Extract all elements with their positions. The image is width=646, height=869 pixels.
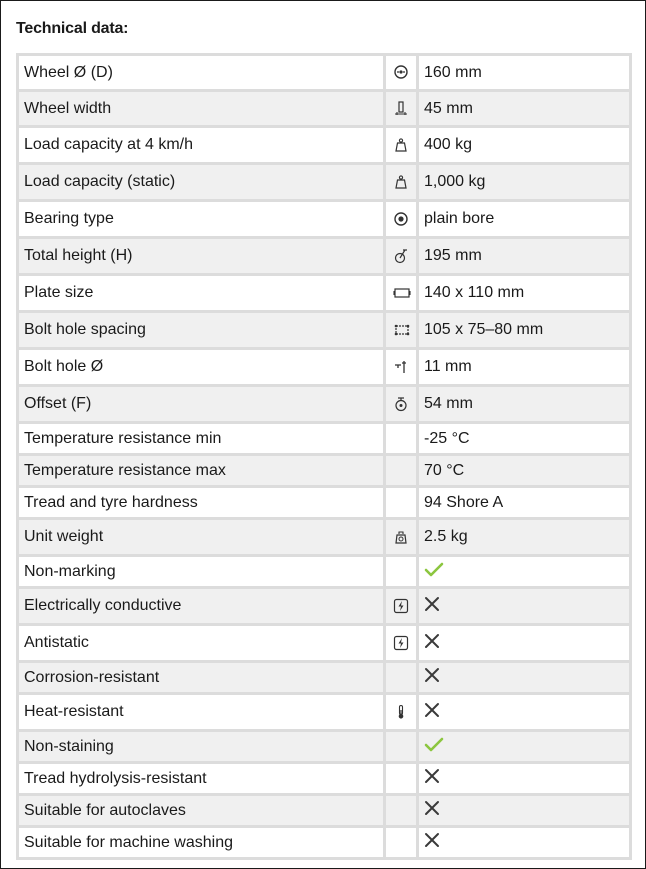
spec-value: 54 mm: [419, 387, 629, 421]
weight-icon: [393, 137, 409, 153]
spec-row: [19, 764, 629, 793]
spec-value: 140 x 110 mm: [419, 276, 629, 310]
spec-row: [19, 165, 629, 199]
wheel-diameter-icon: [393, 64, 409, 80]
spec-row: [19, 732, 629, 761]
spec-row: [19, 56, 629, 89]
spec-value: 2.5 kg: [419, 520, 629, 554]
spec-label: Non-staining: [19, 732, 383, 761]
weight-icon: [393, 174, 409, 190]
spec-label: Heat-resistant: [19, 695, 383, 729]
spec-value: 11 mm: [419, 350, 629, 384]
cross-icon: [424, 702, 440, 723]
spec-row: [19, 663, 629, 692]
spec-icon-cell: [386, 663, 416, 692]
spec-value: 94 Shore A: [419, 488, 629, 517]
spec-value: [419, 626, 629, 660]
spec-label: Load capacity at 4 km/h: [19, 128, 383, 162]
unit-weight-icon: [393, 529, 409, 545]
spec-icon-cell: [386, 589, 416, 623]
spec-row: [19, 589, 629, 623]
spec-value: plain bore: [419, 202, 629, 236]
spec-icon-cell: [386, 424, 416, 453]
cross-icon: [424, 596, 440, 617]
spec-label: Wheel Ø (D): [19, 56, 383, 89]
bolt-hole-icon: [393, 359, 409, 375]
spec-label: Bearing type: [19, 202, 383, 236]
spec-icon-cell: [386, 557, 416, 586]
checkmark-icon: [424, 561, 444, 582]
spec-row: [19, 557, 629, 586]
cross-icon: [424, 667, 440, 688]
bolt-spacing-icon: [393, 322, 409, 338]
spec-icon-cell: [386, 56, 416, 89]
spec-value: 400 kg: [419, 128, 629, 162]
spec-row: [19, 488, 629, 517]
spec-row: [19, 202, 629, 236]
spec-value: 160 mm: [419, 56, 629, 89]
spec-row: [19, 796, 629, 825]
spec-label: Wheel width: [19, 92, 383, 125]
cross-icon: [424, 800, 440, 821]
spec-value: 105 x 75–80 mm: [419, 313, 629, 347]
spec-icon-cell: [386, 626, 416, 660]
spec-label: Tread hydrolysis-resistant: [19, 764, 383, 793]
spec-row: [19, 695, 629, 729]
spec-label: Temperature resistance max: [19, 456, 383, 485]
spec-value: [419, 589, 629, 623]
spec-row: [19, 456, 629, 485]
spec-label: Load capacity (static): [19, 165, 383, 199]
spec-icon-cell: [386, 764, 416, 793]
spec-row: [19, 520, 629, 554]
spec-value: 195 mm: [419, 239, 629, 273]
checkmark-icon: [424, 736, 444, 757]
spec-label: Suitable for autoclaves: [19, 796, 383, 825]
spec-value: 70 °C: [419, 456, 629, 485]
spec-value: [419, 732, 629, 761]
section-title: Technical data:: [16, 20, 129, 37]
electric-icon: [393, 598, 409, 614]
spec-icon-cell: [386, 387, 416, 421]
caster-height-icon: [393, 248, 409, 264]
spec-value: [419, 663, 629, 692]
spec-row: [19, 313, 629, 347]
spec-icon-cell: [386, 732, 416, 761]
bearing-icon: [393, 211, 409, 227]
wheel-width-icon: [393, 100, 409, 116]
thermometer-icon: [393, 704, 409, 720]
spec-label: Total height (H): [19, 239, 383, 273]
spec-icon-cell: [386, 456, 416, 485]
spec-row: [19, 92, 629, 125]
cross-icon: [424, 633, 440, 654]
spec-icon-cell: [386, 239, 416, 273]
spec-icon-cell: [386, 488, 416, 517]
spec-icon-cell: [386, 276, 416, 310]
spec-label: Bolt hole Ø: [19, 350, 383, 384]
spec-row: [19, 828, 629, 857]
spec-value: [419, 796, 629, 825]
spec-value: [419, 695, 629, 729]
spec-row: [19, 239, 629, 273]
spec-icon-cell: [386, 520, 416, 554]
technical-data-table: [16, 53, 632, 860]
spec-icon-cell: [386, 828, 416, 857]
spec-label: Unit weight: [19, 520, 383, 554]
spec-value: [419, 764, 629, 793]
spec-value: 45 mm: [419, 92, 629, 125]
spec-row: [19, 350, 629, 384]
spec-label: Plate size: [19, 276, 383, 310]
electric-icon: [393, 635, 409, 651]
spec-label: Bolt hole spacing: [19, 313, 383, 347]
spec-icon-cell: [386, 128, 416, 162]
spec-label: Tread and tyre hardness: [19, 488, 383, 517]
spec-icon-cell: [386, 350, 416, 384]
spec-label: Corrosion-resistant: [19, 663, 383, 692]
spec-label: Electrically conductive: [19, 589, 383, 623]
spec-label: Non-marking: [19, 557, 383, 586]
spec-label: Offset (F): [19, 387, 383, 421]
spec-value: 1,000 kg: [419, 165, 629, 199]
spec-row: [19, 128, 629, 162]
spec-icon-cell: [386, 695, 416, 729]
spec-row: [19, 424, 629, 453]
cross-icon: [424, 768, 440, 789]
spec-value: [419, 557, 629, 586]
spec-icon-cell: [386, 313, 416, 347]
offset-icon: [393, 396, 409, 412]
spec-icon-cell: [386, 202, 416, 236]
spec-value: -25 °C: [419, 424, 629, 453]
spec-row: [19, 626, 629, 660]
cross-icon: [424, 832, 440, 853]
spec-icon-cell: [386, 165, 416, 199]
spec-row: [19, 387, 629, 421]
spec-icon-cell: [386, 92, 416, 125]
spec-label: Antistatic: [19, 626, 383, 660]
spec-label: Temperature resistance min: [19, 424, 383, 453]
plate-size-icon: [393, 285, 409, 301]
spec-value: [419, 828, 629, 857]
spec-label: Suitable for machine washing: [19, 828, 383, 857]
spec-icon-cell: [386, 796, 416, 825]
spec-row: [19, 276, 629, 310]
